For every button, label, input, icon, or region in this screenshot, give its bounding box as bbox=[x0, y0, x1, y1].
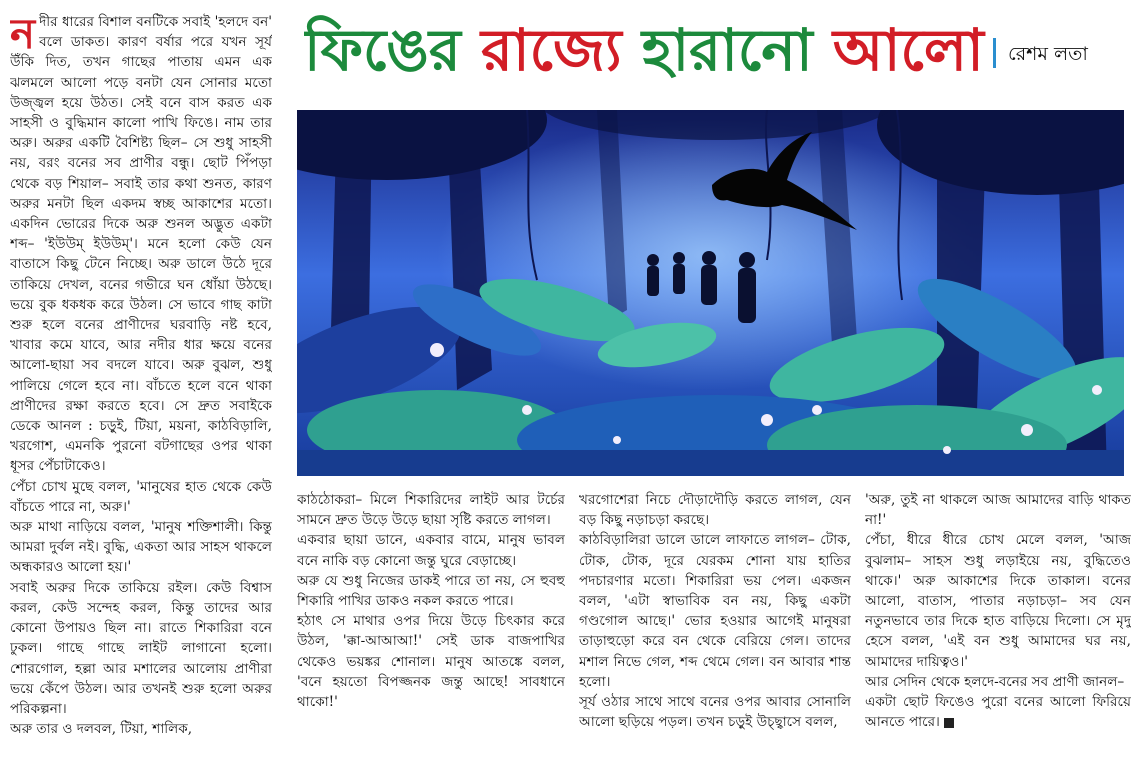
paragraph: পেঁচা, ধীরে ধীরে চোখ মেলে বলল, 'আজ বুঝলাম– সাহস শুধু লড়াইয়ে নয়, বুদ্ধিতেও থাকে।' অরু আকাশের দিকে তাকাল। বনের আলো, বাতাস, পাতার নড়াচড়া– সব যেন নতুনভাবে তার দিকে হাত বাড়িয়ে দিলো। সে মৃদু হেসে বলল, 'এই বন শুধু আমাদের ঘর নয়, আমাদের দায়িত্বও।' bbox=[865, 532, 1131, 670]
drop-cap: ন bbox=[10, 12, 36, 58]
paragraph: দীর ধারের বিশাল বনটিকে সবাই 'হলদে বন' বলে ডাকত। কারণ বর্ষার পরে যখন সূর্য উঁকি দিত, তখন গাছের পাতায় এমন এক ঝলমলে আলো পড়ে বনটা যেন সোনার মতো উজ্জ্বল হয়ে উঠত। সেই বনে বাস করত এক সাহসী ও বুদ্ধিমান কালো পাখি ফিঙে। নাম তার অরু। অরুর একটি বৈশিষ্ট্য ছিল– সে শুধু সাহসী নয়, বরং বনের সব প্রাণীর বন্ধু। ছোট পিঁপড়া থেকে বড় শিয়াল– সবাই তার কথা শুনত, কারণ অরুর মনটা ছিল একদম স্বচ্ছ আকাশের মতো। একদিন ভোরের দিকে অরু শুনল অদ্ভুত একটা শব্দ– 'ইউউম্‌ ইউউম্‌'। মনে হলো কেউ যেন বাতাসে কিছু টেনে নিচ্ছে। অরু ডালে উঠে দূরে তাকিয়ে দেখল, বনের গভীরে ঘন ধোঁয়া উঠছে। ভয়ে বুক ধকধক করে উঠল। সে ভাবে গাছ কাটা শুরু হলে বনের প্রাণীদের ঘরবাড়ি নষ্ট হবে, খাবার কমে যাবে, আর নদীর ধার ক্ষয়ে বনের আলো-ছায়া সব বদলে যাবে। অরু বুঝল, শুধু পালিয়ে গেলে হবে না। বাঁচতে হলে বনে থাকা প্রাণীদের রক্ষা করতে হবে। সে দ্রুত সবাইকে ডেকে আনল : চড়ুই, টিয়া, ময়না, কাঠবিড়ালি, খরগোশ, এমনকি পুরনো বটগাছের ওপর থাকা ধূসর পেঁচাটাকেও। bbox=[10, 14, 272, 475]
article-column-4 bbox=[865, 490, 1131, 782]
paragraph: অরু তার ও দলবল, টিয়া, শালিক, bbox=[10, 721, 193, 738]
final-sentence: একটা ছোট ফিঙেও পুরো বনের আলো ফিরিয়ে আনতে পারে। bbox=[865, 694, 1131, 731]
paragraph: একবার ছায়া ডানে, একবার বামে, মানুষ ভাবল বনে নাকি বড় কোনো জন্তু ঘুরে বেড়াচ্ছে। bbox=[297, 532, 565, 569]
paragraph: আর সেদিন থেকে হলদে-বনের সব প্রাণী জানল– bbox=[865, 673, 1125, 690]
headline bbox=[304, 10, 994, 90]
headline-word-3: হারানো bbox=[641, 16, 813, 84]
paragraph: সূর্য ওঠার সাথে সাথে বনের ওপর আবার সোনালি আলো ছড়িয়ে পড়ল। তখন চড়ুই উচ্ছ্বাসে বলল, bbox=[579, 694, 851, 731]
paragraph: কাঠবিড়ালিরা ডালে ডালে লাফাতে লাগল– টোক, টোক, টোক, দূরে যেরকম শোনা যায় হাতির পদচারণার মতো। শিকারিরা ভয় পেল। একজন বলল, 'এটা স্বাভাবিক বন নয়, কিছু একটা গণ্ডগোল আছে।' ভোর হওয়ার আগেই মানুষরা তাড়াহুড়ো করে বন থেকে বেরিয়ে গেল। তাদের মশাল নিভে গেল, শব্দ থেমে গেল। বন আবার শান্ত হলো। bbox=[579, 532, 851, 690]
article-column-1 bbox=[10, 12, 272, 780]
paragraph-final bbox=[865, 692, 1131, 732]
headline-word-1: ফিঙের bbox=[304, 16, 461, 84]
story-end-square-icon bbox=[944, 718, 954, 728]
paragraph: সবাই অরুর দিকে তাকিয়ে রইল। কেউ বিশ্বাস করল, কেউ সন্দেহ করল, কিন্তু তাদের আর কোনো উপায়ও ছিল না। রাতে শিকারিরা বনে ঢুকল। গাছে গাছে লাইট লাগানো হলো। শোরগোল, হল্লা আর মশালের আলোয় প্রাণীরা ভয়ে কেঁপে উঠল। আর তখনই শুরু হলো অরুর পরিকল্পনা। bbox=[10, 579, 272, 717]
paragraph: 'অরু, তুই না থাকলে আজ আমাদের বাড়ি থাকত না!' bbox=[865, 492, 1131, 529]
forest-night-illustration bbox=[297, 110, 1124, 476]
paragraph: কাঠঠোকরা– মিলে শিকারিদের লাইট আর টর্চের সামনে দ্রুত উড়ে উড়ে ছায়া সৃষ্টি করতে লাগল। bbox=[297, 492, 565, 529]
paragraph: খরগোশেরা নিচে দৌড়াদৌড়ি করতে লাগল, যেন বড় কিছু নড়াচড়া করছে। bbox=[579, 492, 851, 529]
paragraph: হঠাৎ সে মাথার ওপর দিয়ে উড়ে চিৎকার করে উঠল, 'ক্কা-আআআ!' সেই ডাক বাজপাখির থেকেও ভয়ঙ্কর শোনাল। মানুষ আতঙ্কে বলল, 'বনে হয়তো বিপজ্জনক জন্তু আছে! সাবধানে থাকো!' bbox=[297, 613, 565, 711]
paragraph: পেঁচা চোখ মুছে বলল, 'মানুষের হাত থেকে কেউ বাঁচতে পারে না, অরু।' bbox=[10, 478, 272, 515]
headline-word-4: আলো bbox=[832, 16, 984, 84]
paragraph: অরু যে শুধু নিজের ডাকই পারে তা নয়, সে হুবহু শিকারি পাখির ডাকও নকল করতে পারে। bbox=[297, 572, 565, 610]
article-column-2 bbox=[297, 490, 565, 782]
byline-divider bbox=[993, 38, 996, 68]
paragraph: অরু মাথা নাড়িয়ে বলল, 'মানুষ শক্তিশালী। কিন্তু আমরা দুর্বল নই। বুদ্ধি, একতা আর সাহস থাকলে অন্ধকারও আলো হয়।' bbox=[10, 519, 272, 576]
author-byline: রেশম লতা bbox=[1008, 43, 1088, 65]
article-column-3 bbox=[579, 490, 851, 782]
headline-word-2: রাজ্যে bbox=[480, 16, 622, 84]
